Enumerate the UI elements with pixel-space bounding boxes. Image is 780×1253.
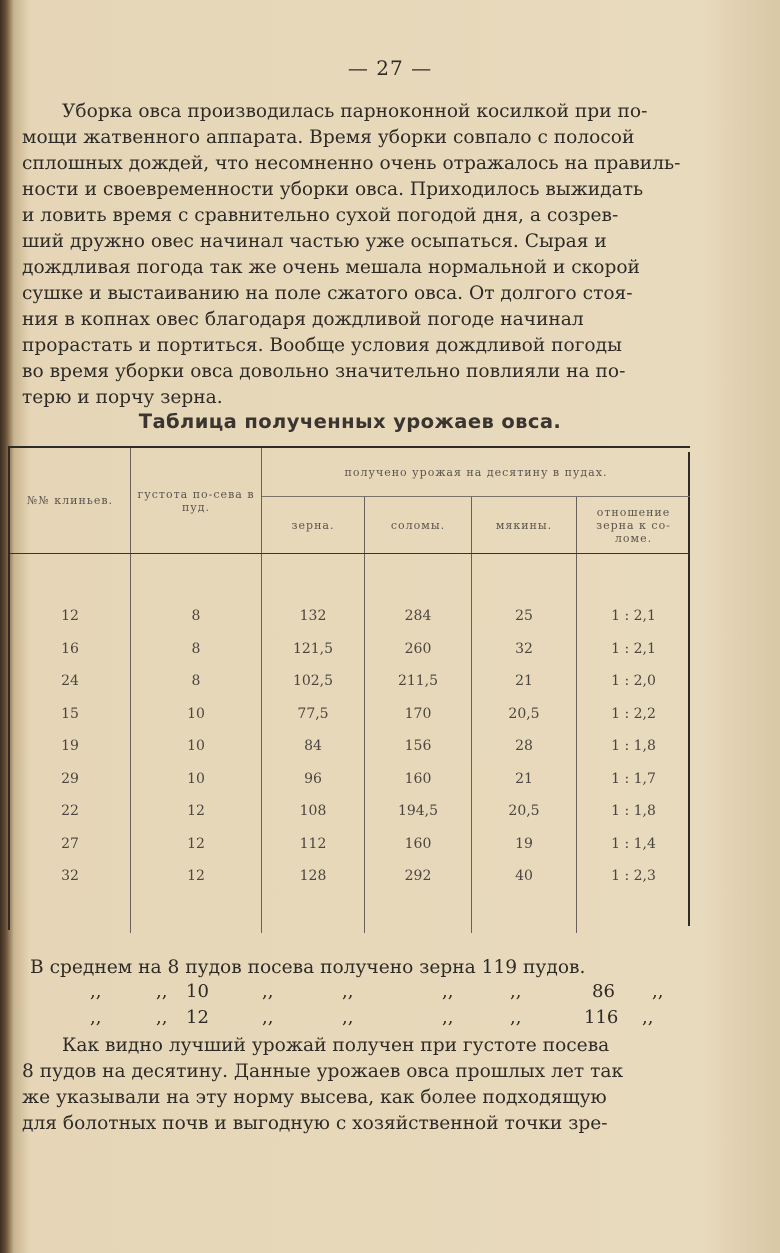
paragraph-harvest [22, 99, 708, 411]
table-row [10, 795, 690, 828]
cell-density: 8 [131, 633, 262, 666]
cell-grain: 112 [262, 828, 365, 861]
cell-grain: 108 [262, 795, 365, 828]
header-grain: зерна. [262, 497, 365, 554]
ditto-mark: ,, [342, 1007, 354, 1028]
cell-grain: 121,5 [262, 633, 365, 666]
yield-table [10, 446, 690, 933]
ditto-mark: ,, [442, 981, 454, 1002]
cell-grain: 96 [262, 763, 365, 796]
cell-chaff: 20,5 [472, 795, 577, 828]
density-value: 10 [186, 981, 209, 1002]
cell-straw: 160 [365, 763, 472, 796]
table-spacer-row [10, 554, 690, 601]
text-line: ния в копнах овес благодаря дождливой погоде начинал [22, 309, 584, 330]
cell-grain: 84 [262, 730, 365, 763]
cell-density: 8 [131, 665, 262, 698]
cell-density: 10 [131, 698, 262, 731]
cell-straw: 156 [365, 730, 472, 763]
cell-chaff: 20,5 [472, 698, 577, 731]
cell-density: 8 [131, 600, 262, 633]
cell-ratio: 1 : 2,1 [611, 640, 656, 657]
page-number: — 27 — [347, 56, 433, 80]
average-line-10 [22, 981, 708, 1007]
ditto-mark: ,, [642, 1007, 654, 1028]
text-line: Как видно лучший урожай получен при густоте посева [62, 1035, 610, 1056]
cell-ratio: 1 : 2,3 [611, 868, 656, 885]
cell-straw: 160 [365, 828, 472, 861]
table-row [10, 828, 690, 861]
cell-chaff: 32 [472, 633, 577, 666]
cell-chaff: 40 [472, 860, 577, 893]
cell-straw: 292 [365, 860, 472, 893]
cell-plot: 15 [10, 698, 131, 731]
cell-plot: 12 [10, 600, 131, 633]
cell-ratio: 1 : 2,1 [611, 608, 656, 625]
header-ratio: отношение зерна к со-ломе. [577, 497, 691, 554]
ditto-mark: ,, [156, 981, 168, 1002]
cell-chaff: 21 [472, 665, 577, 698]
text-line: Уборка овса производилась парноконной косилкой при по- [62, 101, 648, 122]
cell-straw: 170 [365, 698, 472, 731]
cell-ratio: 1 : 1,4 [611, 835, 656, 852]
table-row [10, 730, 690, 763]
cell-plot: 22 [10, 795, 131, 828]
table-row [10, 698, 690, 731]
header-straw: соломы. [365, 497, 472, 554]
text-line: дождливая погода так же очень мешала нормальной и скорой [22, 257, 640, 278]
cell-plot: 27 [10, 828, 131, 861]
cell-plot: 29 [10, 763, 131, 796]
cell-plot: 24 [10, 665, 131, 698]
ditto-mark: ,, [510, 981, 522, 1002]
ditto-mark: ,, [342, 981, 354, 1002]
text-line: мощи жатвенного аппарата. Время уборки совпало с полосой [22, 127, 635, 148]
grain-value: 116 [584, 1007, 619, 1028]
text-line: ший дружно овес начинал частью уже осыпаться. Сырая и [22, 231, 607, 252]
cell-ratio: 1 : 2,2 [611, 705, 656, 722]
cell-density: 10 [131, 763, 262, 796]
cell-ratio: 1 : 1,8 [611, 803, 656, 820]
paragraph-conclusion [22, 1033, 708, 1137]
average-line-12 [22, 1007, 708, 1033]
text-line: во время уборки овса довольно значительно повлияли на по- [22, 361, 626, 382]
cell-density: 12 [131, 828, 262, 861]
text-line: для болотных почв и выгодную с хозяйственной точки зре- [22, 1113, 608, 1134]
average-line-8 [22, 955, 708, 981]
density-value: 12 [186, 1007, 209, 1028]
ditto-mark: ,, [652, 981, 664, 1002]
ditto-mark: ,, [90, 1007, 102, 1028]
cell-grain: 102,5 [262, 665, 365, 698]
table-row [10, 600, 690, 633]
cell-plot: 19 [10, 730, 131, 763]
table-spacer-row [10, 893, 690, 933]
ditto-mark: ,, [90, 981, 102, 1002]
cell-chaff: 21 [472, 763, 577, 796]
cell-grain: 77,5 [262, 698, 365, 731]
header-plot: №№ клиньев. [10, 447, 131, 554]
header-yield-group: получено урожая на десятину в пудах. [262, 447, 691, 497]
cell-chaff: 28 [472, 730, 577, 763]
table-title: Таблица полученных урожаев овса. [138, 410, 562, 433]
cell-ratio: 1 : 1,7 [611, 770, 656, 787]
cell-plot: 32 [10, 860, 131, 893]
grain-value: 86 [592, 981, 615, 1002]
ditto-mark: ,, [442, 1007, 454, 1028]
cell-straw: 284 [365, 600, 472, 633]
cell-density: 12 [131, 795, 262, 828]
cell-ratio: 1 : 2,0 [611, 673, 656, 690]
ditto-mark: ,, [262, 1007, 274, 1028]
cell-straw: 194,5 [365, 795, 472, 828]
cell-plot: 16 [10, 633, 131, 666]
cell-chaff: 19 [472, 828, 577, 861]
cell-straw: 260 [365, 633, 472, 666]
text-line: же указывали на эту норму высева, как более подходящую [22, 1087, 607, 1108]
text-line: В среднем на 8 пудов посева получено зерна 119 пудов. [30, 957, 586, 978]
ditto-mark: ,, [510, 1007, 522, 1028]
header-chaff: мякины. [472, 497, 577, 554]
text-line: и ловить время с сравнительно сухой погодой дня, а созрев- [22, 205, 619, 226]
table-row [10, 763, 690, 796]
text-line: сушке и выстаиванию на поле сжатого овса. От долгого стоя- [22, 283, 633, 304]
cell-straw: 211,5 [365, 665, 472, 698]
cell-density: 10 [131, 730, 262, 763]
cell-ratio: 1 : 1,8 [611, 738, 656, 755]
text-line: терю и порчу зерна. [22, 387, 223, 408]
table-row [10, 665, 690, 698]
cell-grain: 128 [262, 860, 365, 893]
cell-density: 12 [131, 860, 262, 893]
header-density: густота по-сева в пуд. [131, 447, 262, 554]
cell-chaff: 25 [472, 600, 577, 633]
ditto-mark: ,, [156, 1007, 168, 1028]
table-row [10, 860, 690, 893]
text-line: прорастать и портиться. Вообще условия дождливой погоды [22, 335, 622, 356]
text-line: сплошных дождей, что несомненно очень отражалось на правиль- [22, 153, 681, 174]
cell-grain: 132 [262, 600, 365, 633]
text-line: 8 пудов на десятину. Данные урожаев овса прошлых лет так [22, 1061, 624, 1082]
ditto-mark: ,, [262, 981, 274, 1002]
table-row [10, 633, 690, 666]
text-line: ности и своевременности уборки овса. Приходилось выжидать [22, 179, 644, 200]
